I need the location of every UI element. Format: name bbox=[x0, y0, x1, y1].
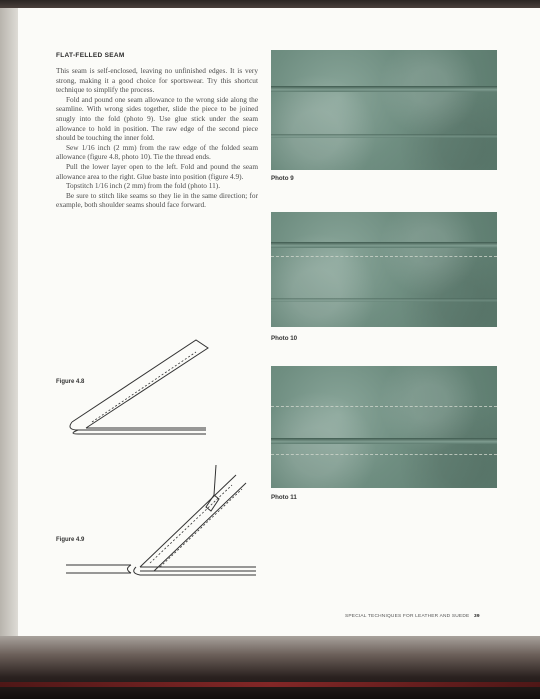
leather-fold bbox=[271, 242, 497, 248]
leather-fold bbox=[271, 134, 497, 138]
photo-9-caption: Photo 9 bbox=[271, 175, 294, 182]
paragraph: Fold and pound one seam allowance to the wrong side along the seamline. With wrong sides together, slide the piece to be joined snugly into the fold (photo 9). Use glue stick under the seam allowance to hold in position. The raw edge of the second piece should be touching the inner fold. bbox=[56, 94, 258, 143]
paragraph: This seam is self-enclosed, leaving no unfinished edges. It is very strong, making it a good choice for sportswear. Try this shortcut technique to simplify the process. bbox=[56, 66, 258, 95]
figure-4-8-diagram bbox=[56, 330, 256, 440]
photo-11-caption: Photo 11 bbox=[271, 494, 297, 501]
paragraph: Sew 1/16 inch (2 mm) from the raw edge of the folded seam allowance (figure 4.8, photo 10). Tie the thread ends. bbox=[56, 142, 258, 162]
page-footer bbox=[345, 614, 480, 619]
leather-fold bbox=[271, 438, 497, 444]
section-heading: FLAT-FELLED SEAM bbox=[56, 52, 125, 59]
book-bottom-edge bbox=[0, 636, 540, 699]
leather-fold bbox=[271, 86, 497, 92]
stitch-line bbox=[271, 256, 497, 257]
stitch-line bbox=[271, 406, 497, 407]
figure-4-9-label: Figure 4.9 bbox=[56, 537, 85, 543]
running-title: SPECIAL TECHNIQUES FOR LEATHER AND SUEDE bbox=[345, 614, 470, 619]
paragraph: Pull the lower layer open to the left. Fold and pound the seam allowance area to the right. Glue baste into position (figure 4.9). bbox=[56, 161, 258, 181]
page-number: 39 bbox=[473, 614, 480, 619]
photo-11-image bbox=[271, 366, 497, 488]
book-top-edge bbox=[0, 0, 540, 8]
body-text bbox=[56, 66, 258, 210]
paragraph: Be sure to stitch like seams so they lie in the same direction; for example, both shoulder seams should face forward. bbox=[56, 190, 258, 210]
figure-4-9-diagram bbox=[56, 455, 266, 585]
photo-10-caption: Photo 10 bbox=[271, 335, 298, 342]
figure-4-8-label: Figure 4.8 bbox=[56, 379, 85, 385]
photo-9-image bbox=[271, 50, 497, 170]
leather-fold bbox=[271, 298, 497, 302]
stitch-line bbox=[271, 454, 497, 455]
photo-10-image bbox=[271, 212, 497, 327]
book-gutter bbox=[0, 8, 18, 636]
paragraph: Topstitch 1/16 inch (2 mm) from the fold (photo 11). bbox=[66, 181, 221, 191]
